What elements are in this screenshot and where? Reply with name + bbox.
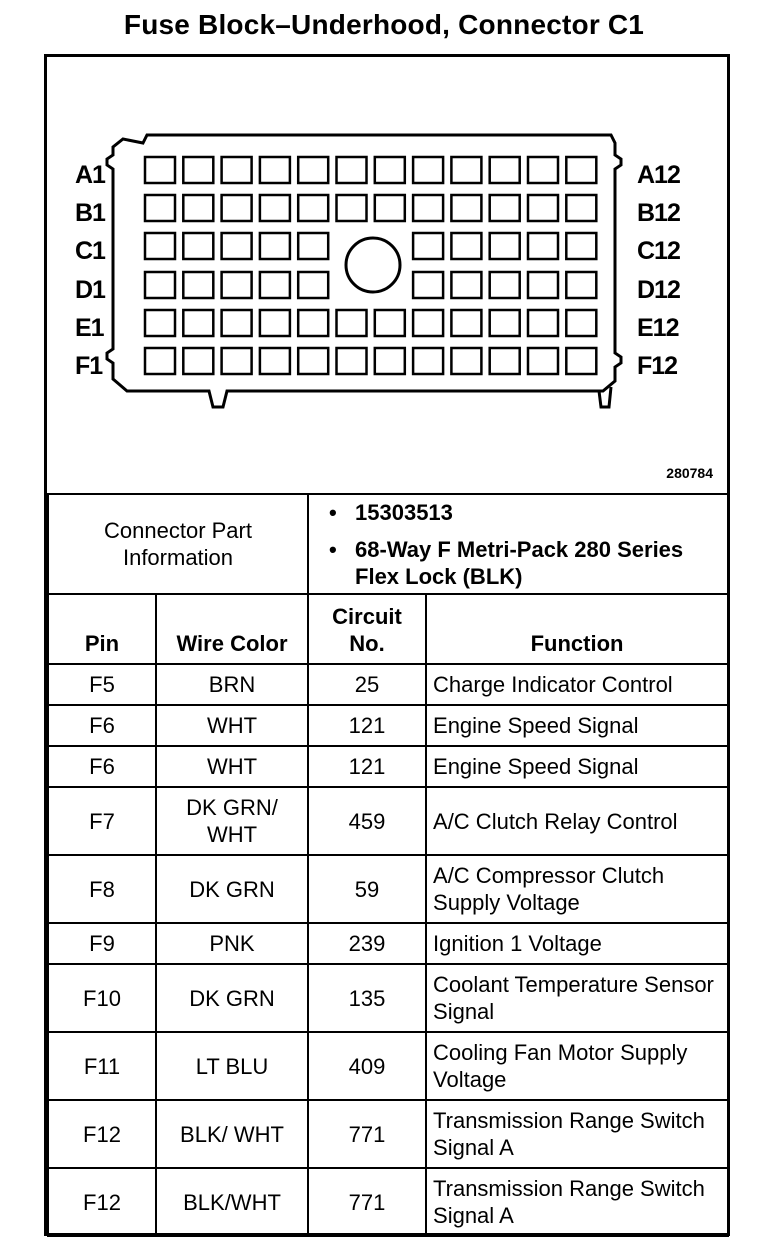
- terminal-cavity: [528, 157, 558, 183]
- table-row: [48, 1168, 728, 1236]
- terminal-cavity: [222, 157, 252, 183]
- terminal-cavity: [528, 310, 558, 336]
- function-cell: Engine Speed Signal: [426, 705, 728, 746]
- terminal-cavity: [222, 195, 252, 221]
- terminal-cavity: [490, 272, 520, 298]
- terminal-cavity: [222, 233, 252, 259]
- connector-description: 68-Way F Metri-Pack 280 Series Flex Lock (BLK): [355, 536, 684, 589]
- wire-color-cell: DK GRN: [156, 855, 308, 923]
- header-wire-color: Wire Color: [156, 594, 308, 664]
- terminal-cavity: [337, 348, 367, 374]
- function-cell: Charge Indicator Control: [426, 664, 728, 705]
- wire-color-cell: BRN: [156, 664, 308, 705]
- terminal-cavity: [451, 348, 481, 374]
- terminal-cavity: [566, 157, 596, 183]
- terminal-cavity: [183, 233, 213, 259]
- function-cell: Transmission Range Switch Signal A: [426, 1168, 728, 1236]
- function-cell: Coolant Temperature Sensor Signal: [426, 964, 728, 1032]
- pin-cell: F10: [48, 964, 156, 1032]
- circuit-cell: 121: [308, 705, 426, 746]
- terminal-cavity: [260, 272, 290, 298]
- pin-cell: F9: [48, 923, 156, 964]
- pin-cell: F7: [48, 787, 156, 855]
- row-label-left-c: C1: [75, 237, 105, 265]
- row-label-right-e: E12: [637, 314, 679, 342]
- terminal-cavity: [413, 272, 443, 298]
- terminal-cavity: [298, 195, 328, 221]
- circuit-cell: 25: [308, 664, 426, 705]
- circuit-cell: 59: [308, 855, 426, 923]
- circuit-cell: 409: [308, 1032, 426, 1100]
- terminal-cavity: [413, 157, 443, 183]
- connector-info-list: [315, 499, 721, 590]
- circuit-cell: 121: [308, 746, 426, 787]
- row-label-left-e: E1: [75, 314, 104, 342]
- function-cell: Cooling Fan Motor Supply Voltage: [426, 1032, 728, 1100]
- terminal-cavity: [183, 310, 213, 336]
- wire-color-cell: WHT: [156, 746, 308, 787]
- terminal-cavity: [375, 195, 405, 221]
- circuit-cell: 135: [308, 964, 426, 1032]
- wire-color-cell: LT BLU: [156, 1032, 308, 1100]
- terminal-cavity: [298, 348, 328, 374]
- header-function: Function: [426, 594, 728, 664]
- terminal-cavity: [260, 348, 290, 374]
- pin-cell: F12: [48, 1100, 156, 1168]
- function-cell: A/C Clutch Relay Control: [426, 787, 728, 855]
- terminal-cavity: [222, 310, 252, 336]
- terminal-cavity: [566, 310, 596, 336]
- terminal-cavity: [490, 233, 520, 259]
- terminal-cavity: [260, 310, 290, 336]
- connector-info-details: [308, 494, 728, 594]
- table-row: [48, 1100, 728, 1168]
- wire-color-cell: DK GRN/ WHT: [156, 787, 308, 855]
- terminal-cavity: [222, 348, 252, 374]
- terminal-cavity: [490, 310, 520, 336]
- wire-color-cell: DK GRN: [156, 964, 308, 1032]
- row-label-right-d: D12: [637, 276, 680, 304]
- row-label-left-f: F1: [75, 352, 103, 380]
- table-row: [48, 787, 728, 855]
- terminal-cavity: [566, 272, 596, 298]
- function-cell: Ignition 1 Voltage: [426, 923, 728, 964]
- pin-cell: F6: [48, 746, 156, 787]
- terminal-cavity: [451, 233, 481, 259]
- terminal-cavity: [451, 310, 481, 336]
- table-row: [48, 705, 728, 746]
- row-label-left-a: A1: [75, 161, 105, 189]
- terminal-cavity: [145, 310, 175, 336]
- terminal-cavity: [528, 233, 558, 259]
- terminal-cavity: [298, 157, 328, 183]
- function-cell: Engine Speed Signal: [426, 746, 728, 787]
- connector-info-row: [48, 494, 728, 594]
- figure-id: 280784: [666, 465, 713, 481]
- terminal-cavity: [145, 348, 175, 374]
- terminal-cavity: [375, 310, 405, 336]
- terminal-cavity: [413, 233, 443, 259]
- terminal-cavity: [528, 348, 558, 374]
- table-header-row: [48, 594, 728, 664]
- table-row: [48, 746, 728, 787]
- wire-color-cell: WHT: [156, 705, 308, 746]
- terminal-cavity: [183, 195, 213, 221]
- terminal-cavity: [413, 195, 443, 221]
- terminal-cavity: [413, 348, 443, 374]
- terminal-cavity: [566, 348, 596, 374]
- function-cell: A/C Compressor Clutch Supply Voltage: [426, 855, 728, 923]
- terminal-cavity: [451, 157, 481, 183]
- row-label-right-a: A12: [637, 161, 680, 189]
- circuit-cell: 771: [308, 1100, 426, 1168]
- connector-part-number: 15303513: [355, 499, 453, 525]
- terminal-cavity: [566, 195, 596, 221]
- terminal-cavity: [337, 310, 367, 336]
- terminal-cavity: [183, 348, 213, 374]
- table-row: [48, 1032, 728, 1100]
- terminal-cavity: [145, 157, 175, 183]
- circuit-cell: 771: [308, 1168, 426, 1236]
- terminal-cavity: [337, 195, 367, 221]
- terminal-cavity: [298, 233, 328, 259]
- terminal-cavity: [451, 272, 481, 298]
- pin-cell: F6: [48, 705, 156, 746]
- terminal-cavity: [490, 348, 520, 374]
- header-pin: Pin: [48, 594, 156, 664]
- circuit-cell: 239: [308, 923, 426, 964]
- terminal-cavity: [413, 310, 443, 336]
- bullet-icon: •: [329, 499, 337, 525]
- terminal-cavity: [298, 272, 328, 298]
- wire-color-cell: BLK/WHT: [156, 1168, 308, 1236]
- bullet-icon: •: [329, 536, 337, 562]
- terminal-cavity: [260, 157, 290, 183]
- terminal-cavity: [260, 233, 290, 259]
- row-label-right-f: F12: [637, 352, 678, 380]
- table-row: [48, 664, 728, 705]
- row-label-left-b: B1: [75, 199, 105, 227]
- terminal-cavity: [260, 195, 290, 221]
- terminal-cavity: [490, 157, 520, 183]
- center-bolt-hole: [346, 238, 400, 292]
- wire-color-cell: BLK/ WHT: [156, 1100, 308, 1168]
- terminal-cavity: [528, 272, 558, 298]
- terminal-cavity: [145, 195, 175, 221]
- pin-cell: F12: [48, 1168, 156, 1236]
- function-cell: Transmission Range Switch Signal A: [426, 1100, 728, 1168]
- row-label-right-c: C12: [637, 237, 680, 265]
- connector-sheet: [44, 54, 730, 1236]
- pin-cell: F11: [48, 1032, 156, 1100]
- terminal-cavity: [490, 195, 520, 221]
- terminal-cavity: [337, 157, 367, 183]
- terminal-cavity: [145, 233, 175, 259]
- pin-cell: F8: [48, 855, 156, 923]
- connector-diagram: [47, 57, 727, 493]
- row-label-right-b: B12: [637, 199, 680, 227]
- table-row: [48, 964, 728, 1032]
- page-title: Fuse Block–Underhood, Connector C1: [123, 9, 645, 40]
- circuit-cell: 459: [308, 787, 426, 855]
- table-row: [48, 923, 728, 964]
- wire-color-cell: PNK: [156, 923, 308, 964]
- connector-face-drawing: [47, 57, 727, 493]
- terminal-cavity: [183, 157, 213, 183]
- terminal-cavity: [298, 310, 328, 336]
- terminal-cavity: [375, 157, 405, 183]
- connector-info-label: Connector Part Information: [48, 494, 308, 594]
- connector-pin-table: [47, 493, 729, 1237]
- terminal-cavity: [222, 272, 252, 298]
- terminal-cavity: [528, 195, 558, 221]
- terminal-cavity: [183, 272, 213, 298]
- terminal-cavity: [375, 348, 405, 374]
- pin-cell: F5: [48, 664, 156, 705]
- terminal-cavity: [145, 272, 175, 298]
- row-label-left-d: D1: [75, 276, 105, 304]
- terminal-cavity: [566, 233, 596, 259]
- header-circuit-no: Circuit No.: [308, 594, 426, 664]
- table-row: [48, 855, 728, 923]
- connector-info-item: [329, 499, 721, 526]
- connector-info-item: [329, 536, 721, 590]
- terminal-cavity: [451, 195, 481, 221]
